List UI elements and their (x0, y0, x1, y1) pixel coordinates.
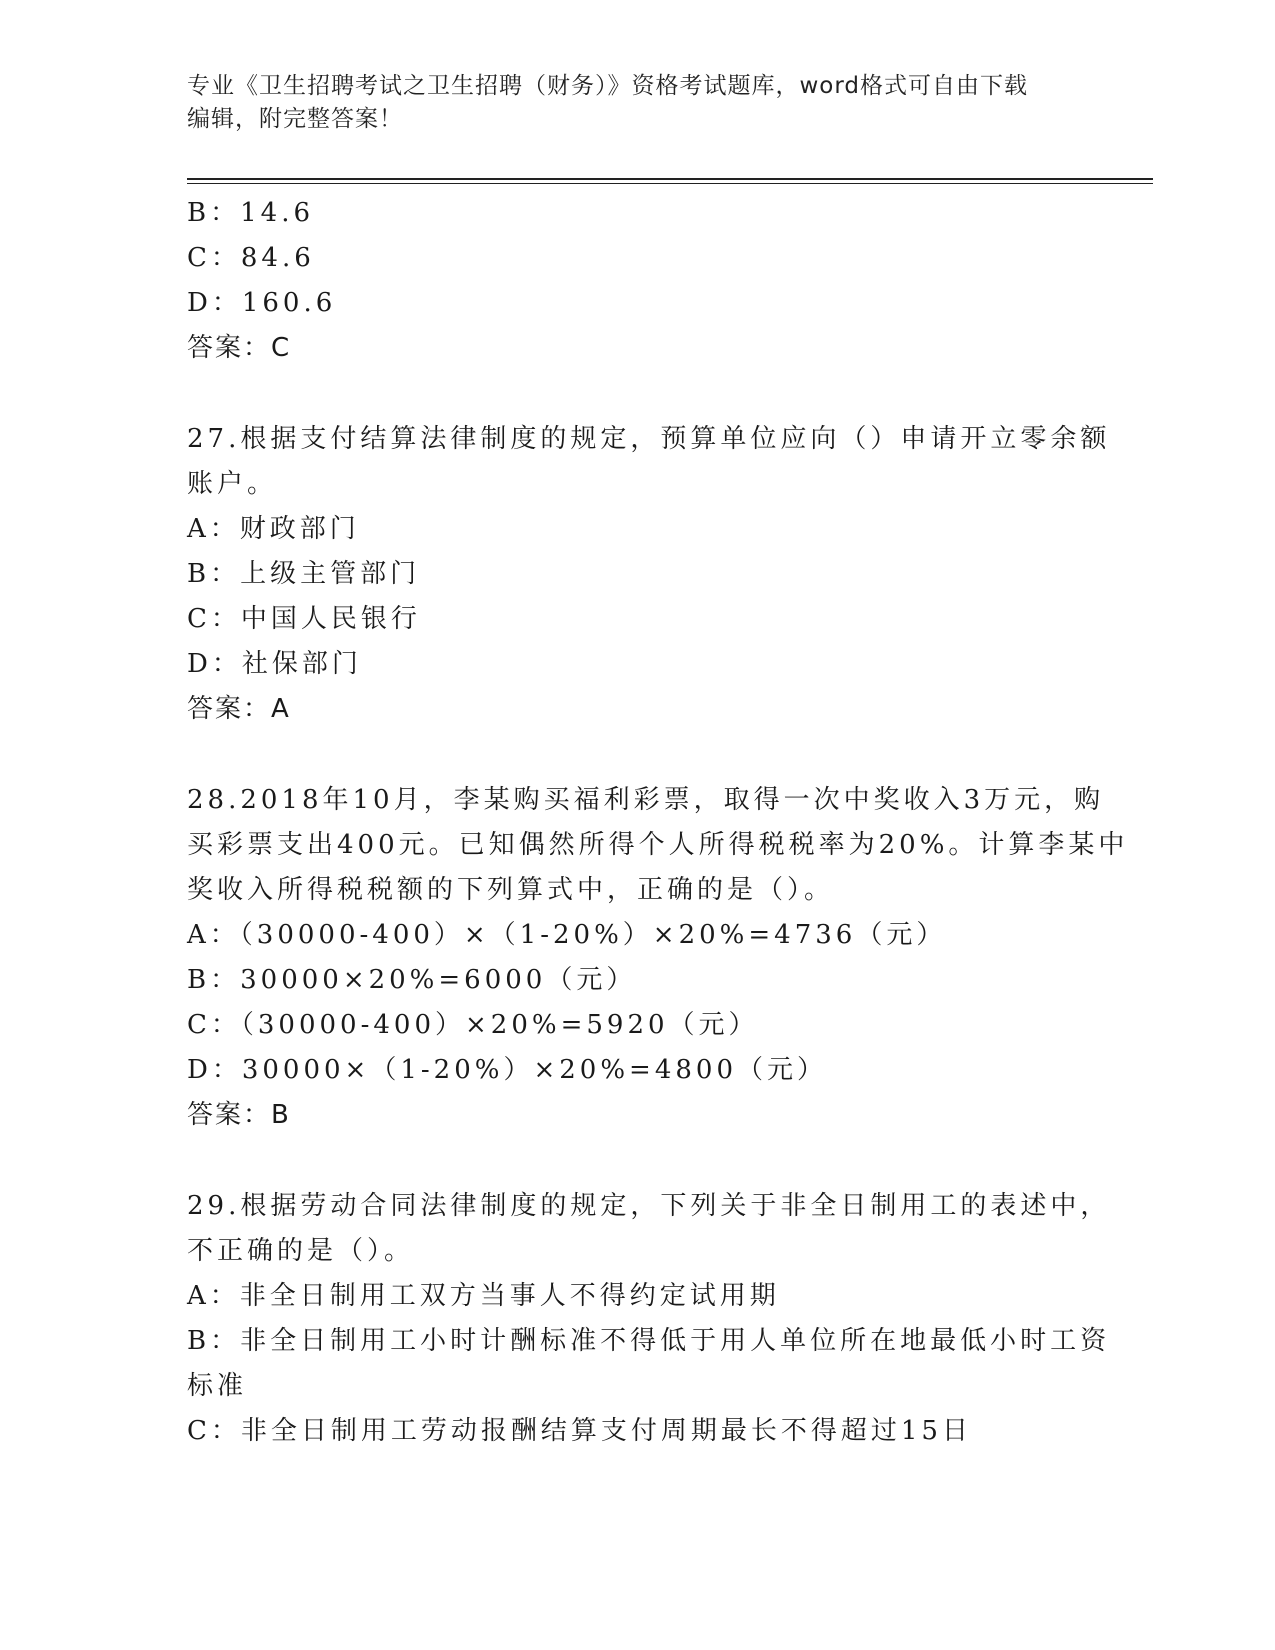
question-27 (187, 417, 1111, 732)
option-d: D：30000×（1-20%）×20%=4800（元） (187, 1055, 827, 1085)
question-stem: 27.根据支付结算法律制度的规定，预算单位应向（）申请开立零余额 (187, 424, 1111, 454)
question-list (187, 191, 1129, 1454)
question-stem: 奖收入所得税税额的下列算式中，正确的是（）。 (187, 875, 835, 905)
header-divider-thick (187, 178, 1153, 180)
header-line-2: 编辑，附完整答案！ (187, 106, 403, 132)
question-stem: 不正确的是（）。 (187, 1236, 415, 1266)
question-stem: 29.根据劳动合同法律制度的规定，下列关于非全日制用工的表述中， (187, 1191, 1111, 1221)
option-b: B：30000×20%=6000（元） (187, 965, 637, 995)
question-29 (187, 1184, 1111, 1454)
option-b: B：非全日制用工小时计酬标准不得低于用人单位所在地最低小时工资 (187, 1326, 1111, 1356)
spacer (187, 732, 1087, 778)
document-header (187, 70, 1087, 136)
option-c: C：84.6 (187, 243, 315, 273)
answer: 答案：B (187, 1100, 291, 1130)
spacer (187, 371, 1087, 417)
question-26-tail (187, 191, 1087, 371)
spacer (187, 1138, 1087, 1184)
option-a: A：（30000-400）×（1-20%）×20%=4736（元） (187, 920, 947, 950)
option-a: A：非全日制用工双方当事人不得约定试用期 (187, 1281, 780, 1311)
option-b: B：14.6 (187, 198, 314, 228)
header-line-1: 专业《卫生招聘考试之卫生招聘（财务）》资格考试题库，word格式可自由下载 (187, 73, 1029, 99)
option-b: B：上级主管部门 (187, 559, 421, 589)
option-d: D：160.6 (187, 288, 337, 318)
answer: 答案：A (187, 694, 291, 724)
answer: 答案：C (187, 333, 292, 363)
option-a: A：财政部门 (187, 514, 360, 544)
option-d: D：社保部门 (187, 649, 362, 679)
header-divider-thin (187, 183, 1153, 184)
option-b-continued: 标准 (187, 1371, 248, 1401)
option-c: C：非全日制用工劳动报酬结算支付周期最长不得超过15日 (187, 1416, 972, 1446)
question-stem: 28.2018年10月，李某购买福利彩票，取得一次中奖收入3万元，购 (187, 785, 1105, 815)
question-28 (187, 778, 1129, 1138)
question-stem: 账户。 (187, 469, 278, 499)
option-c: C：（30000-400）×20%=5920（元） (187, 1010, 759, 1040)
option-c: C：中国人民银行 (187, 604, 421, 634)
question-stem: 买彩票支出400元。已知偶然所得个人所得税税率为20%。计算李某中 (187, 830, 1129, 860)
